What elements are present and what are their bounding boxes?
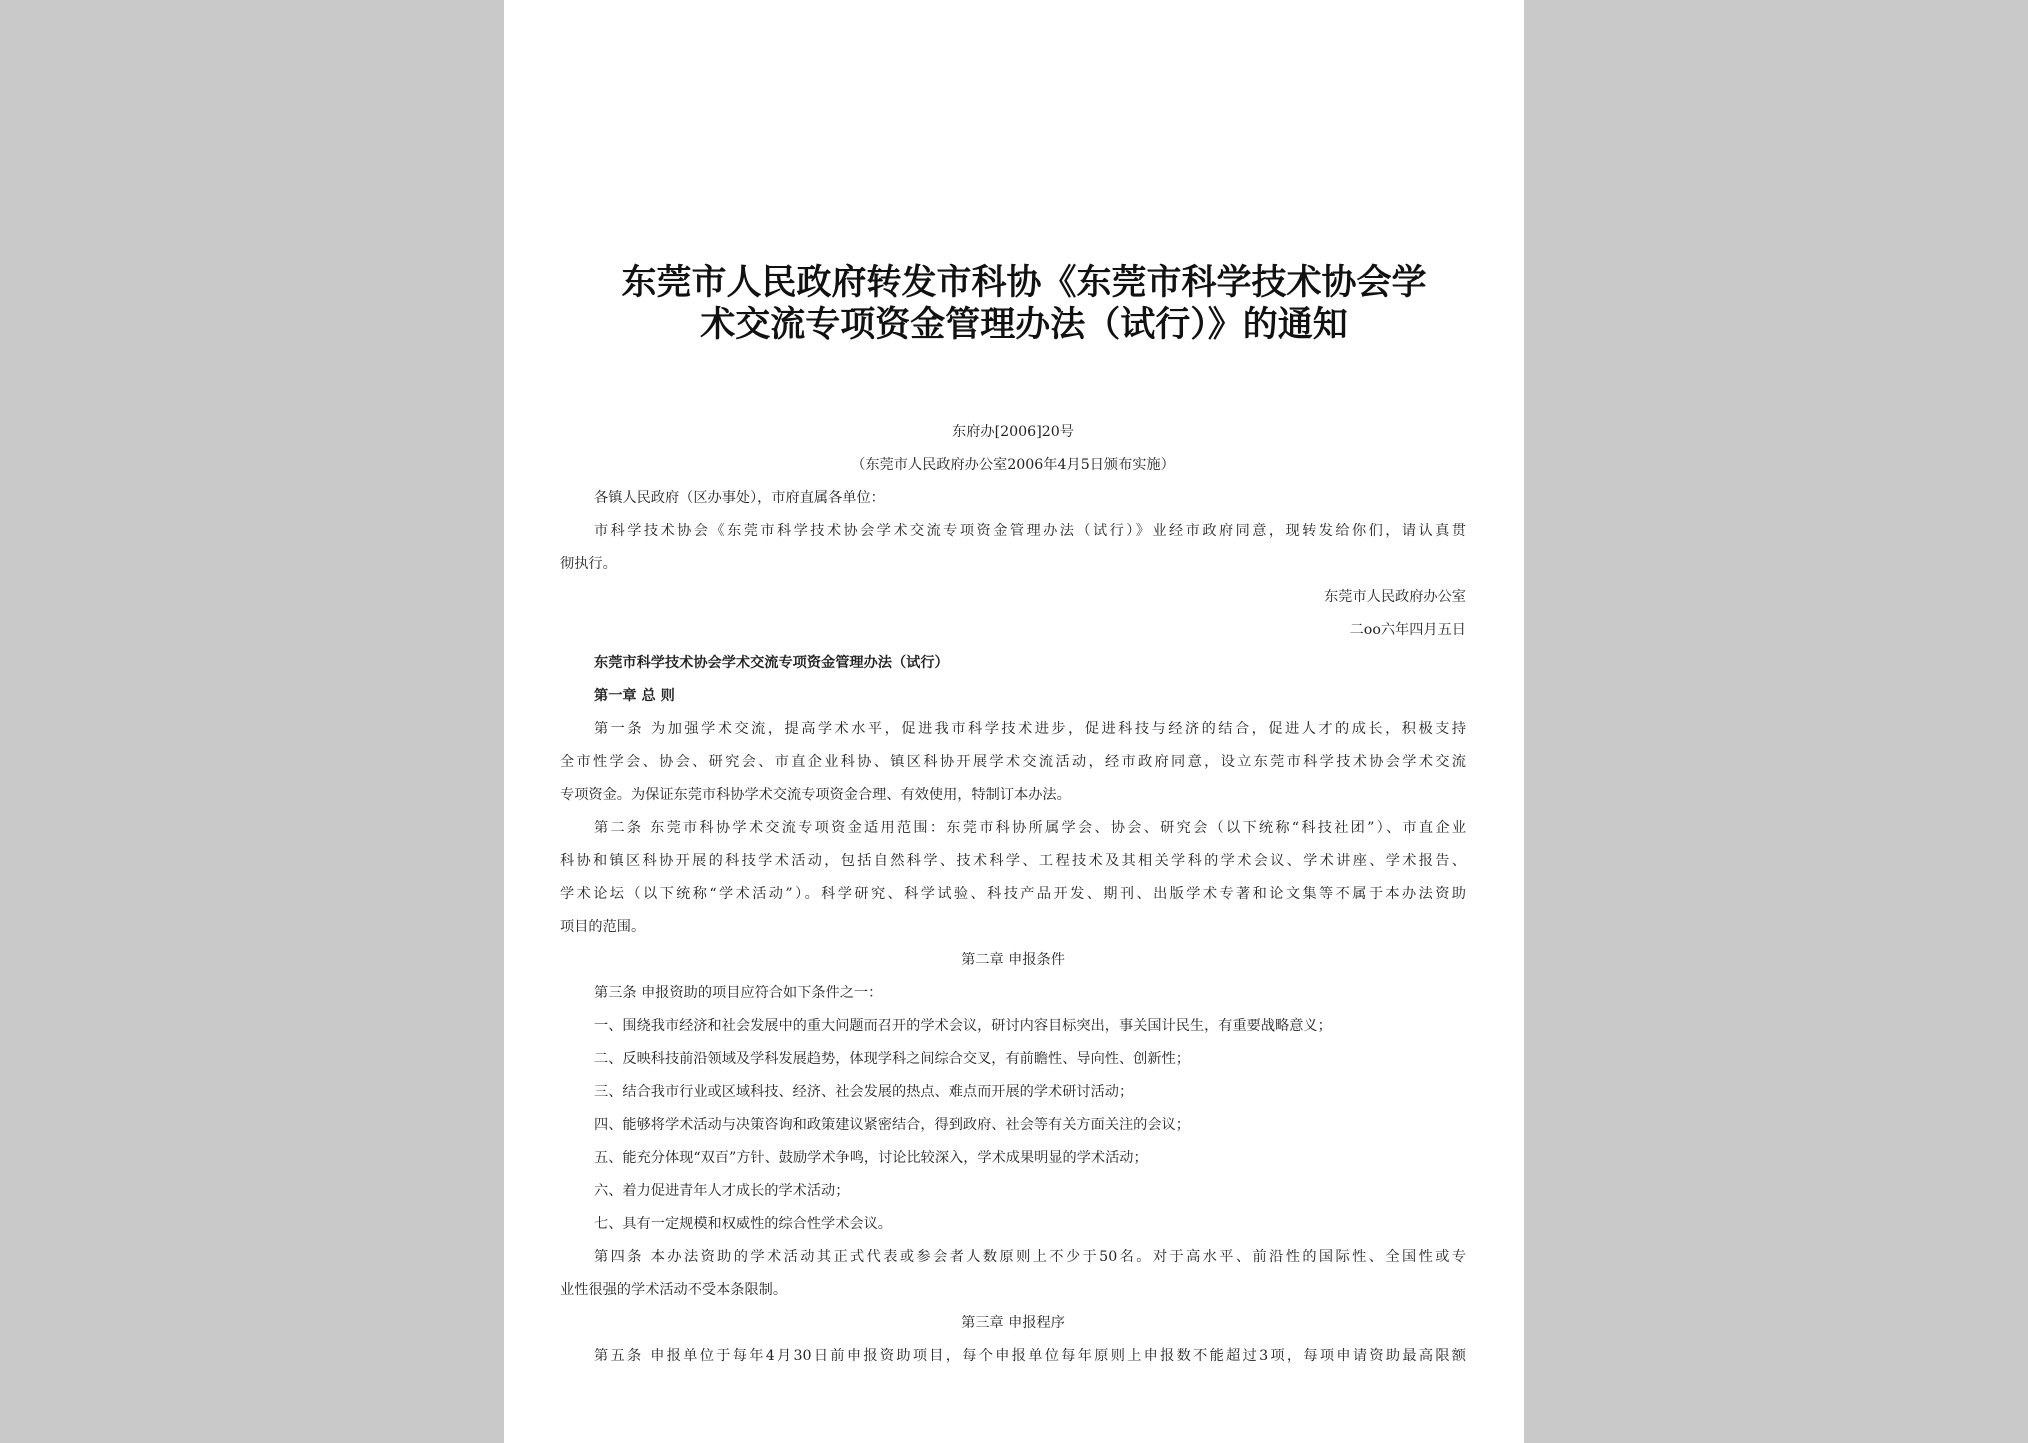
article-line: 专项资金。为保证东莞市科协学术交流专项资金合理、有效使用，特制订本办法。 bbox=[560, 787, 1071, 803]
condition-item: 一、围绕我市经济和社会发展中的重大问题而召开的学术会议，研讨内容目标突出，事关国计民生，有重要战略意义； bbox=[594, 1018, 1332, 1034]
document-title bbox=[580, 262, 1468, 346]
addressee: 各镇人民政府（区办事处），市府直属各单位： bbox=[594, 490, 885, 506]
condition-item: 七、具有一定规模和权威性的综合性学术会议。 bbox=[594, 1216, 892, 1232]
article-line: 全市性学会、协会、研究会、市直企业科协、镇区科协开展学术交流活动，经市政府同意，设立东莞市科学技术协会学术交流 bbox=[560, 754, 1466, 770]
chapter-heading: 第三章 申报程序 bbox=[961, 1315, 1065, 1331]
article-line: 第一条 为加强学术交流，提高学术水平，促进我市科学技术进步，促进科技与经济的结合，促进人才的成长，积极支持 bbox=[594, 721, 1466, 737]
article-line: 学术论坛（以下统称“学术活动”）。科学研究、科学试验、科技产品开发、期刊、出版学术专著和论文集等不属于本办法资助 bbox=[560, 886, 1466, 902]
condition-item: 四、能够将学术活动与决策咨询和政策建议紧密结合，得到政府、社会等有关方面关注的会议； bbox=[594, 1117, 1190, 1133]
title-line-2: 术交流专项资金管理办法（试行）》的通知 bbox=[700, 305, 1348, 345]
chapter-heading: 第二章 申报条件 bbox=[961, 952, 1065, 968]
document-body bbox=[560, 416, 1466, 1373]
article-line: 第四条 本办法资助的学术活动其正式代表或参会者人数原则上不少于50名。对于高水平、前沿性的国际性、全国性或专 bbox=[594, 1249, 1466, 1265]
title-line-1: 东莞市人民政府转发市科协《东莞市科学技术协会学 bbox=[621, 263, 1427, 303]
condition-item: 三、结合我市行业或区域科技、经济、社会发展的热点、难点而开展的学术研讨活动； bbox=[594, 1084, 1134, 1100]
article-line: 第二条 东莞市科协学术交流专项资金适用范围：东莞市科协所属学会、协会、研究会（以下统称“科技社团”）、市直企业 bbox=[594, 820, 1466, 836]
sign-date: 二oo六年四月五日 bbox=[1349, 622, 1466, 638]
article-line: 项目的范围。 bbox=[560, 919, 646, 935]
measures-title: 东莞市科学技术协会学术交流专项资金管理办法（试行） bbox=[594, 655, 949, 671]
document-page bbox=[504, 0, 1524, 1443]
article-line: 科协和镇区科协开展的科技学术活动，包括自然科学、技术科学、工程技术及其相关学科的学术会议、学术讲座、学术报告、 bbox=[560, 853, 1466, 869]
notice-paragraph-line: 市科学技术协会《东莞市科学技术协会学术交流专项资金管理办法（试行）》业经市政府同意，现转发给你们，请认真贯 bbox=[594, 523, 1466, 539]
article-line: 第五条 申报单位于每年4月30日前申报资助项目，每个申报单位每年原则上申报数不能超过3项，每项申请资助最高限额 bbox=[594, 1348, 1466, 1364]
doc-number: 东府办[2006]20号 bbox=[952, 424, 1074, 440]
condition-item: 二、反映科技前沿领域及学科发展趋势，体现学科之间综合交叉，有前瞻性、导向性、创新性； bbox=[594, 1051, 1190, 1067]
issue-note: （东莞市人民政府办公室2006年4月5日颁布实施） bbox=[851, 457, 1175, 473]
article-line: 业性很强的学术活动不受本条限制。 bbox=[560, 1282, 788, 1298]
article-line: 第三条 申报资助的项目应符合如下条件之一： bbox=[594, 985, 883, 1001]
signer: 东莞市人民政府办公室 bbox=[1324, 589, 1466, 605]
chapter-heading: 第一章 总 则 bbox=[594, 688, 675, 704]
condition-item: 五、能充分体现“双百”方针、鼓励学术争鸣，讨论比较深入，学术成果明显的学术活动； bbox=[594, 1150, 1148, 1166]
condition-item: 六、着力促进青年人才成长的学术活动； bbox=[594, 1183, 850, 1199]
notice-paragraph-line: 彻执行。 bbox=[560, 556, 617, 572]
